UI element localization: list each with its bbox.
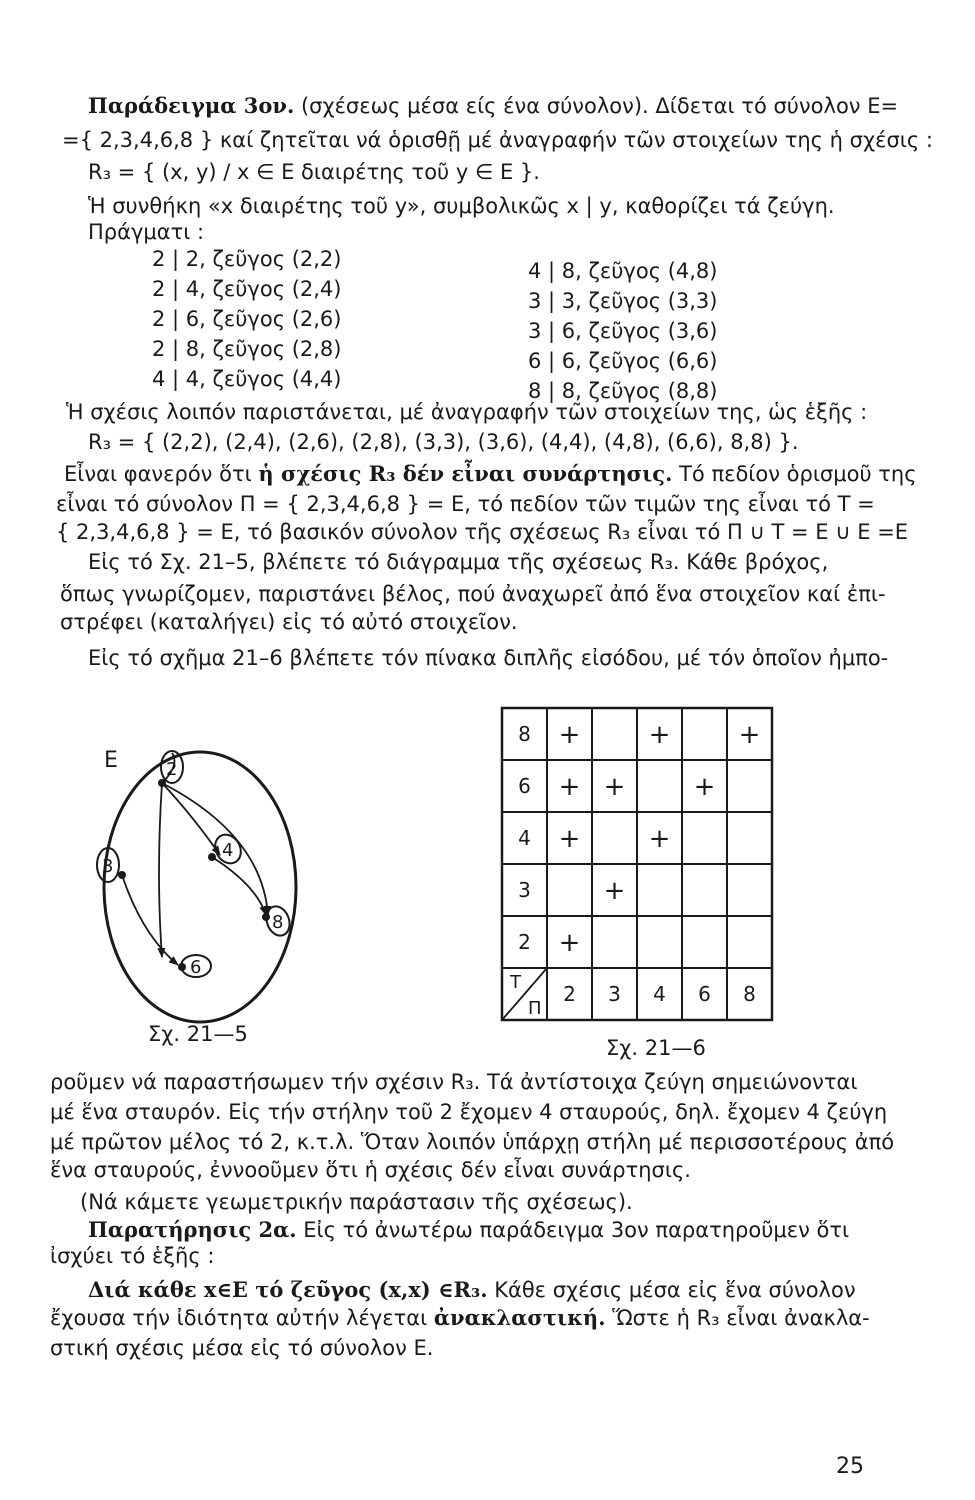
node-4-point: [208, 853, 216, 861]
text-span: ἔχουσα τήν ἰδιότητα αὐτήν λέγεται: [50, 1306, 428, 1330]
text-line: ἕνα σταυρούς, ἐννοοῦμεν ὅτι ἡ σχέσις δέν εἶναι συνάρτησις.: [50, 1158, 691, 1182]
text-line: εἶναι τό σύνολον Π = { 2,3,4,6,8 } = E, τό πεδίον τῶν τιμῶν της εἶναι τό T =: [56, 492, 875, 516]
text-span: Τό πεδίον ὁρισμοῦ της: [679, 462, 917, 486]
text-span: Ὥστε ἡ R₃ εἶναι ἀνακλα-: [612, 1306, 870, 1330]
relation-mark: +: [738, 720, 761, 750]
text-line: Πράγματι :: [88, 220, 205, 244]
pair-entry: 4 | 8, ζεῦγος (4,8): [528, 259, 718, 283]
text-span: Εἰς τό ἀνωτέρω παράδειγμα 3ον παρατηροῦμεν ὅτι: [303, 1218, 850, 1242]
text-span: Εἶναι φανερόν ὅτι: [64, 462, 252, 486]
text-line: Ἡ συνθήκη «x διαιρέτης τοῦ y», συμβολικῶς x | y, καθορίζει τά ζεύγη.: [88, 194, 835, 218]
row-label: 6: [518, 774, 531, 798]
relation-mark: +: [693, 772, 716, 802]
text-line: στική σχέσις μέσα εἰς τό σύνολον E.: [50, 1336, 434, 1360]
relation-mark: +: [603, 772, 626, 802]
node-3-label: 3: [102, 856, 114, 877]
example-title: Παράδειγμα 3ον.: [88, 93, 295, 118]
relation-edges: [122, 753, 268, 965]
node-6-point: [178, 963, 186, 971]
node-8-label: 8: [272, 912, 284, 933]
row-label: 8: [518, 722, 531, 746]
text-line: Εἰς τό σχῆμα 21–6 βλέπετε τόν πίνακα διπλῆς εἰσόδου, μέ τόν ὁποῖον ἠμπο-: [88, 646, 889, 670]
node-3-point: [118, 871, 126, 879]
page-number: 25: [836, 1454, 864, 1479]
pair-entry: 2 | 8, ζεῦγος (2,8): [152, 337, 342, 361]
set-boundary: [104, 752, 296, 1022]
edge-3-6: [122, 875, 178, 965]
relation-mark: +: [558, 824, 581, 854]
text-line: [88, 1276, 856, 1304]
divisor-pairs-right: [528, 256, 717, 406]
text-line: μέ πρῶτον μέλος τό 2, κ.τ.λ. Ὅταν λοιπόν ὑπάρχῃ στήλη μέ περισσοτέρους ἀπό: [50, 1130, 895, 1154]
pair-entry: 2 | 4, ζεῦγος (2,4): [152, 277, 342, 301]
text-line: ροῦμεν νά παραστήσωμεν τήν σχέσιν R₃. Τά ἀντίστοιχα ζεύγη σημειώνονται: [50, 1070, 858, 1094]
relation-mark: +: [558, 928, 581, 958]
edge-2-6: [159, 783, 162, 957]
text-line: ={ 2,3,4,6,8 } καί ζητεῖται νά ὁρισθῇ μέ ἀναγραφήν τῶν στοιχείων της ἡ σχέσις :: [62, 128, 933, 152]
row-label: 3: [518, 878, 531, 902]
pair-entry: 3 | 3, ζεῦγος (3,3): [528, 289, 718, 313]
figure-21-6-table: [498, 704, 780, 1026]
remark-title: Παρατήρησις 2α.: [88, 1217, 297, 1242]
row-label: 4: [518, 826, 531, 850]
emphasis-text: ἀνακλαστική.: [433, 1305, 606, 1330]
text-span: (σχέσεως μέσα είς ένα σύνολον). Δίδεται τό σύνολον Ε=: [300, 94, 899, 118]
text-line: [88, 1216, 849, 1244]
text-line: ἰσχύει τό ἑξῆς :: [50, 1244, 215, 1268]
text-line: { 2,3,4,6,8 } = E, τό βασικόν σύνολον τῆς σχέσεως R₃ εἶναι τό Π ∪ T = E ∪ E =E: [56, 520, 909, 544]
relation-mark: +: [603, 876, 626, 906]
text-line: Ἡ σχέσις λοιπόν παριστάνεται, μέ ἀναγραφήν τῶν στοιχείων της, ὡς ἑξῆς :: [66, 400, 868, 424]
text-line: [64, 460, 917, 488]
relation-mark: +: [648, 824, 671, 854]
divisor-pairs-left: [152, 244, 341, 394]
text-line: [88, 92, 898, 120]
text-line: (Νά κάμετε γεωμετρικήν παράστασιν τῆς σχέσεως).: [80, 1190, 633, 1214]
pair-entry: 6 | 6, ζεῦγος (6,6): [528, 349, 718, 373]
node-4-label: 4: [222, 840, 234, 861]
row-label: 2: [518, 930, 531, 954]
column-label: 4: [653, 982, 666, 1006]
pair-entry: 2 | 2, ζεῦγος (2,2): [152, 247, 342, 271]
text-line: στρέφει (καταλήγει) εἰς τό αὐτό στοιχεῖον.: [60, 610, 518, 634]
column-label: 6: [698, 982, 711, 1006]
node-2-point: [158, 779, 166, 787]
pair-entry: 4 | 4, ζεῦγος (4,4): [152, 367, 342, 391]
pair-entry: 3 | 6, ζεῦγος (3,6): [528, 319, 718, 343]
node-6-label: 6: [190, 957, 202, 978]
set-label: E: [104, 748, 118, 773]
edge-4-8: [212, 857, 266, 915]
relation-mark: +: [558, 772, 581, 802]
figure-21-5-diagram: [80, 735, 320, 1025]
corner-label-p: Π: [528, 998, 542, 1019]
figure-caption-21-6: Σχ. 21—6: [606, 1036, 706, 1060]
emphasis-text: ἡ σχέσις R₃ δέν εἶναι συνάρτησις.: [258, 461, 673, 486]
column-label: 2: [563, 982, 576, 1006]
text-line: R₃ = { (x, y) / x ∈ E διαιρέτης τοῦ y ∈ E }.: [88, 160, 540, 184]
node-8-point: [262, 913, 270, 921]
text-line: R₃ = { (2,2), (2,4), (2,6), (2,8), (3,3), (3,6), (4,4), (4,8), (6,6), 8,8) }.: [88, 430, 799, 454]
pair-entry: 8 | 8, ζεῦγος (8,8): [528, 379, 718, 403]
column-label: 3: [608, 982, 621, 1006]
node-2-label: 2: [166, 759, 178, 780]
relation-mark: +: [648, 720, 671, 750]
edge-2-4: [162, 783, 220, 855]
text-line: ὅπως γνωρίζομεν, παριστάνει βέλος, πού ἀναχωρεῖ ἀπό ἕνα στοιχεῖον καί ἐπι-: [60, 582, 886, 606]
column-label: 8: [743, 982, 756, 1006]
text-line: μέ ἕνα σταυρόν. Εἰς τήν στήλην τοῦ 2 ἔχομεν 4 σταυρούς, δηλ. ἔχομεν 4 ζεύγη: [50, 1100, 888, 1124]
text-line: Εἰς τό Σχ. 21–5, βλέπετε τό διάγραμμα τῆς σχέσεως R₃. Κάθε βρόχος,: [88, 550, 829, 574]
text-span: Κάθε σχέσις μέσα εἰς ἕνα σύνολον: [494, 1278, 856, 1302]
text-line: [50, 1304, 870, 1332]
emphasis-text: Διά κάθε x∈E τό ζεῦγος (x,x) ∈R₃.: [88, 1277, 488, 1302]
corner-label-t: T: [510, 972, 521, 993]
figure-caption-21-5: Σχ. 21—5: [148, 1022, 248, 1046]
relation-mark: +: [558, 720, 581, 750]
pair-entry: 2 | 6, ζεῦγος (2,6): [152, 307, 342, 331]
